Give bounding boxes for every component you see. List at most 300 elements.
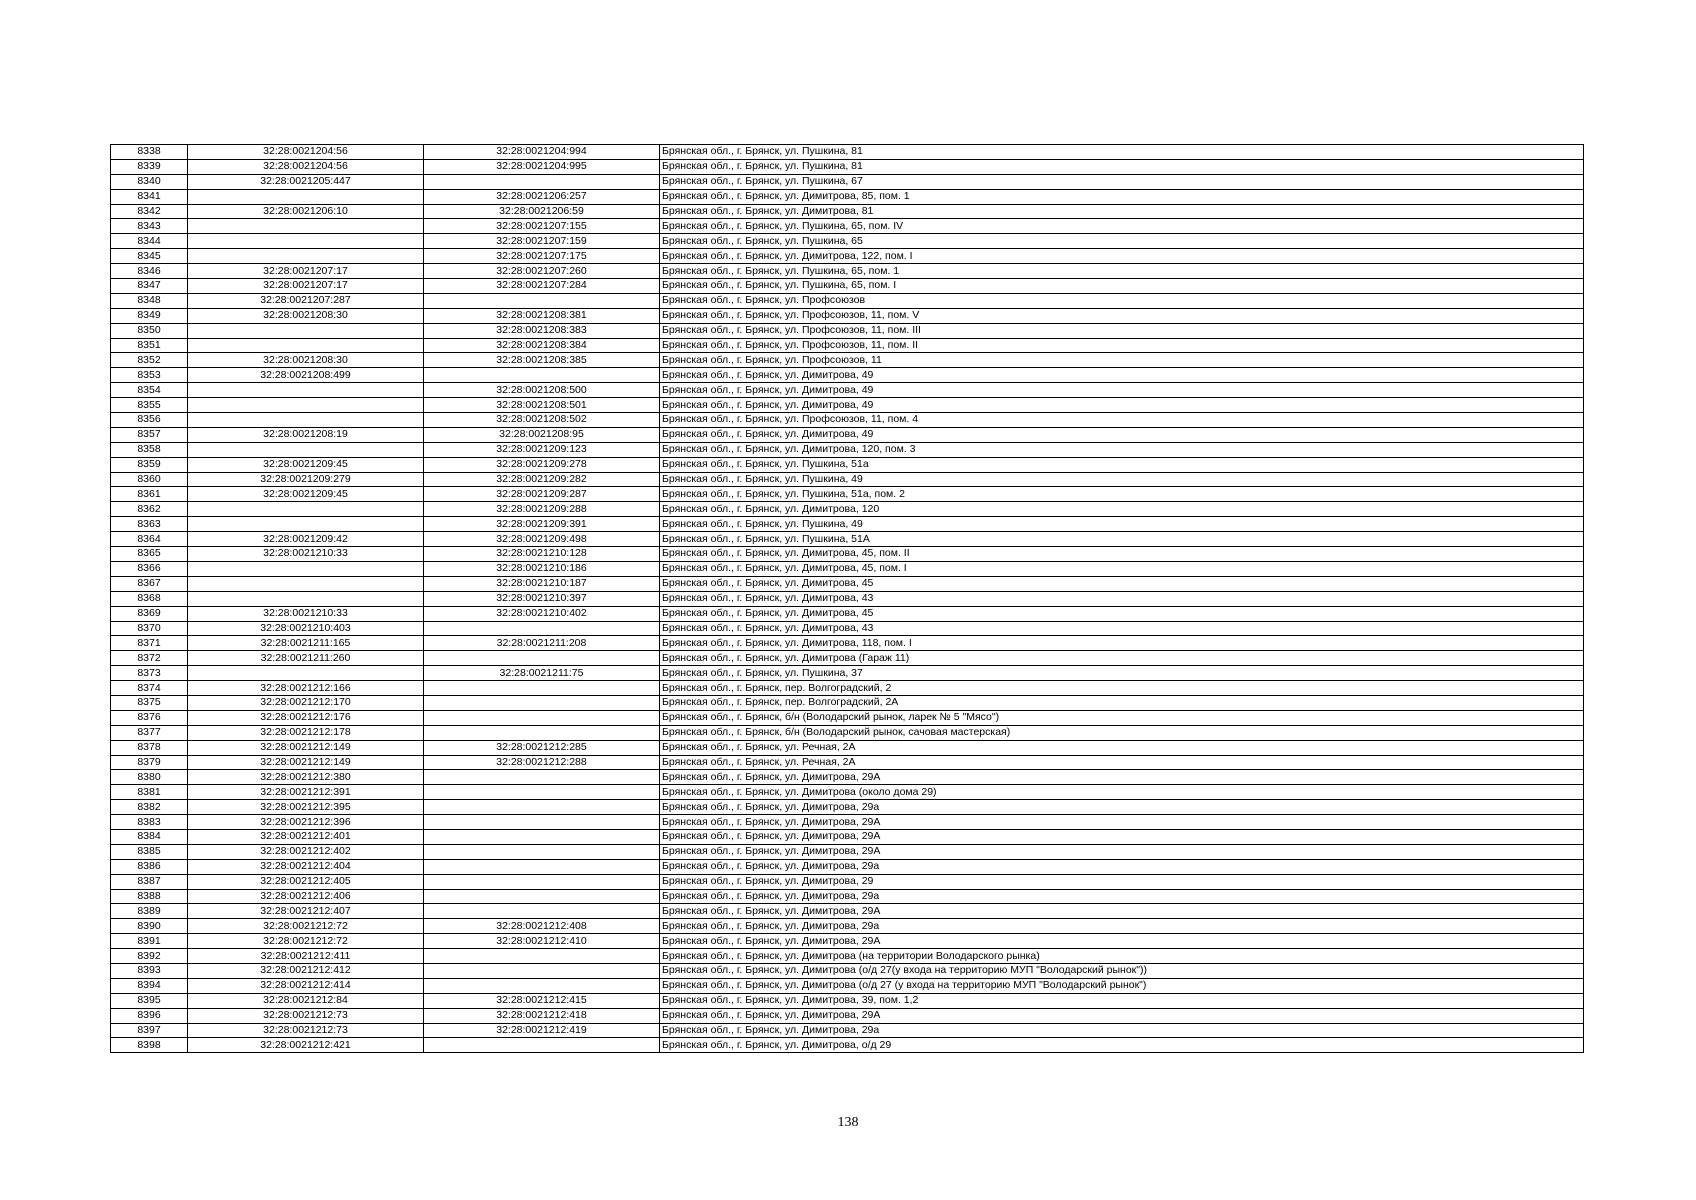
row-number-cell: 8379 [111, 755, 188, 770]
row-number-cell: 8384 [111, 829, 188, 844]
object-cadastral-number-cell: 32:28:0021209:278 [424, 457, 660, 472]
address-cell: Брянская обл., г. Брянск, ул. Димитрова (о/д 27(у входа на территорию МУП "Володарский рынок")) [660, 963, 1584, 978]
table-row [111, 889, 1584, 904]
object-cadastral-number-cell: 32:28:0021210:187 [424, 576, 660, 591]
table-row [111, 949, 1584, 964]
row-number-cell: 8392 [111, 949, 188, 964]
object-cadastral-number-cell [424, 293, 660, 308]
row-number-cell: 8373 [111, 666, 188, 681]
object-cadastral-number-cell: 32:28:0021208:501 [424, 398, 660, 413]
object-cadastral-number-cell [424, 844, 660, 859]
row-number-cell: 8346 [111, 264, 188, 279]
row-number-cell: 8343 [111, 219, 188, 234]
cadastral-number-cell: 32:28:0021209:279 [188, 472, 424, 487]
table-row [111, 293, 1584, 308]
table-row [111, 219, 1584, 234]
object-cadastral-number-cell [424, 859, 660, 874]
cadastral-number-cell [188, 413, 424, 428]
table-row [111, 815, 1584, 830]
table-row [111, 323, 1584, 338]
address-cell: Брянская обл., г. Брянск, ул. Димитрова, 43 [660, 621, 1584, 636]
object-cadastral-number-cell [424, 963, 660, 978]
row-number-cell: 8389 [111, 904, 188, 919]
address-cell: Брянская обл., г. Брянск, ул. Димитрова, 49 [660, 427, 1584, 442]
address-cell: Брянская обл., г. Брянск, ул. Пушкина, 51а, пом. 2 [660, 487, 1584, 502]
row-number-cell: 8357 [111, 427, 188, 442]
address-cell: Брянская обл., г. Брянск, ул. Профсоюзов, 11, пом. III [660, 323, 1584, 338]
address-cell: Брянская обл., г. Брянск, ул. Димитрова, 45 [660, 576, 1584, 591]
cadastral-number-cell [188, 666, 424, 681]
table-row [111, 993, 1584, 1008]
cadastral-number-cell: 32:28:0021212:73 [188, 1008, 424, 1023]
object-cadastral-number-cell: 32:28:0021209:282 [424, 472, 660, 487]
address-cell: Брянская обл., г. Брянск, ул. Речная, 2А [660, 740, 1584, 755]
cadastral-number-cell: 32:28:0021212:149 [188, 755, 424, 770]
table-row [111, 1038, 1584, 1053]
table-row [111, 755, 1584, 770]
row-number-cell: 8358 [111, 442, 188, 457]
table-row [111, 666, 1584, 681]
table-row [111, 591, 1584, 606]
table-row [111, 576, 1584, 591]
object-cadastral-number-cell [424, 815, 660, 830]
cadastral-number-cell: 32:28:0021207:17 [188, 264, 424, 279]
object-cadastral-number-cell [424, 829, 660, 844]
object-cadastral-number-cell: 32:28:0021212:408 [424, 919, 660, 934]
table-row [111, 651, 1584, 666]
table-row [111, 725, 1584, 740]
cadastral-number-cell: 32:28:0021210:33 [188, 606, 424, 621]
cadastral-number-cell: 32:28:0021209:42 [188, 532, 424, 547]
object-cadastral-number-cell: 32:28:0021212:288 [424, 755, 660, 770]
object-cadastral-number-cell: 32:28:0021210:402 [424, 606, 660, 621]
cadastral-number-cell: 32:28:0021210:33 [188, 547, 424, 562]
table-row [111, 606, 1584, 621]
address-cell: Брянская обл., г. Брянск, ул. Профсоюзов, 11 [660, 353, 1584, 368]
address-cell: Брянская обл., г. Брянск, ул. Димитрова, 118, пом. I [660, 636, 1584, 651]
address-cell: Брянская обл., г. Брянск, ул. Димитрова, 85, пом. 1 [660, 189, 1584, 204]
row-number-cell: 8383 [111, 815, 188, 830]
table-row [111, 681, 1584, 696]
row-number-cell: 8376 [111, 710, 188, 725]
address-cell: Брянская обл., г. Брянск, ул. Димитрова, 29А [660, 1008, 1584, 1023]
row-number-cell: 8347 [111, 279, 188, 294]
cadastral-number-cell: 32:28:0021208:30 [188, 308, 424, 323]
table-row [111, 502, 1584, 517]
object-cadastral-number-cell: 32:28:0021210:186 [424, 561, 660, 576]
registry-table-body [111, 145, 1584, 1053]
object-cadastral-number-cell: 32:28:0021207:155 [424, 219, 660, 234]
row-number-cell: 8397 [111, 1023, 188, 1038]
row-number-cell: 8380 [111, 770, 188, 785]
object-cadastral-number-cell [424, 651, 660, 666]
row-number-cell: 8365 [111, 547, 188, 562]
object-cadastral-number-cell: 32:28:0021208:502 [424, 413, 660, 428]
row-number-cell: 8388 [111, 889, 188, 904]
cadastral-number-cell: 32:28:0021204:56 [188, 159, 424, 174]
table-row [111, 695, 1584, 710]
address-cell: Брянская обл., г. Брянск, ул. Профсоюзов, 11, пом. V [660, 308, 1584, 323]
table-row [111, 457, 1584, 472]
object-cadastral-number-cell: 32:28:0021204:995 [424, 159, 660, 174]
cadastral-number-cell [188, 502, 424, 517]
address-cell: Брянская обл., г. Брянск, ул. Димитрова, 29а [660, 889, 1584, 904]
table-row [111, 189, 1584, 204]
object-cadastral-number-cell [424, 725, 660, 740]
address-cell: Брянская обл., г. Брянск, ул. Димитрова, 49 [660, 368, 1584, 383]
object-cadastral-number-cell: 32:28:0021208:500 [424, 383, 660, 398]
object-cadastral-number-cell: 32:28:0021207:175 [424, 249, 660, 264]
cadastral-number-cell: 32:28:0021212:414 [188, 978, 424, 993]
object-cadastral-number-cell: 32:28:0021208:384 [424, 338, 660, 353]
row-number-cell: 8396 [111, 1008, 188, 1023]
row-number-cell: 8385 [111, 844, 188, 859]
address-cell: Брянская обл., г. Брянск, ул. Димитрова, 45, пом. I [660, 561, 1584, 576]
row-number-cell: 8381 [111, 785, 188, 800]
address-cell: Брянская обл., г. Брянск, ул. Димитрова, 29А [660, 770, 1584, 785]
cadastral-number-cell: 32:28:0021212:170 [188, 695, 424, 710]
object-cadastral-number-cell: 32:28:0021209:391 [424, 517, 660, 532]
address-cell: Брянская обл., г. Брянск, ул. Пушкина, 49 [660, 517, 1584, 532]
table-row [111, 978, 1584, 993]
address-cell: Брянская обл., г. Брянск, ул. Димитрова, 120, пом. 3 [660, 442, 1584, 457]
object-cadastral-number-cell: 32:28:0021210:128 [424, 547, 660, 562]
cadastral-number-cell: 32:28:0021212:149 [188, 740, 424, 755]
object-cadastral-number-cell: 32:28:0021209:288 [424, 502, 660, 517]
address-cell: Брянская обл., г. Брянск, ул. Пушкина, 81 [660, 159, 1584, 174]
object-cadastral-number-cell [424, 681, 660, 696]
row-number-cell: 8359 [111, 457, 188, 472]
address-cell: Брянская обл., г. Брянск, ул. Димитрова, 43 [660, 591, 1584, 606]
address-cell: Брянская обл., г. Брянск, б/н (Володарский рынок, ларек № 5 "Мясо") [660, 710, 1584, 725]
row-number-cell: 8367 [111, 576, 188, 591]
table-row [111, 264, 1584, 279]
address-cell: Брянская обл., г. Брянск, ул. Димитрова (около дома 29) [660, 785, 1584, 800]
row-number-cell: 8362 [111, 502, 188, 517]
table-row [111, 353, 1584, 368]
row-number-cell: 8390 [111, 919, 188, 934]
row-number-cell: 8387 [111, 874, 188, 889]
object-cadastral-number-cell [424, 949, 660, 964]
object-cadastral-number-cell: 32:28:0021206:59 [424, 204, 660, 219]
table-row [111, 383, 1584, 398]
object-cadastral-number-cell [424, 770, 660, 785]
table-row [111, 740, 1584, 755]
address-cell: Брянская обл., г. Брянск, ул. Димитрова, 29 [660, 874, 1584, 889]
cadastral-number-cell: 32:28:0021212:411 [188, 949, 424, 964]
cadastral-number-cell: 32:28:0021212:405 [188, 874, 424, 889]
row-number-cell: 8393 [111, 963, 188, 978]
table-row [111, 874, 1584, 889]
row-number-cell: 8344 [111, 234, 188, 249]
table-row [111, 145, 1584, 160]
address-cell: Брянская обл., г. Брянск, ул. Пушкина, 37 [660, 666, 1584, 681]
table-row [111, 204, 1584, 219]
table-row [111, 234, 1584, 249]
object-cadastral-number-cell: 32:28:0021208:385 [424, 353, 660, 368]
table-row [111, 829, 1584, 844]
row-number-cell: 8377 [111, 725, 188, 740]
row-number-cell: 8374 [111, 681, 188, 696]
object-cadastral-number-cell [424, 174, 660, 189]
address-cell: Брянская обл., г. Брянск, ул. Димитрова, 45, пом. II [660, 547, 1584, 562]
address-cell: Брянская обл., г. Брянск, ул. Пушкина, 65, пом. 1 [660, 264, 1584, 279]
row-number-cell: 8345 [111, 249, 188, 264]
address-cell: Брянская обл., г. Брянск, ул. Пушкина, 65, пом. IV [660, 219, 1584, 234]
cadastral-number-cell: 32:28:0021207:287 [188, 293, 424, 308]
cadastral-number-cell [188, 338, 424, 353]
table-row [111, 308, 1584, 323]
table-row [111, 800, 1584, 815]
cadastral-number-cell: 32:28:0021208:19 [188, 427, 424, 442]
address-cell: Брянская обл., г. Брянск, ул. Димитрова, 29А [660, 829, 1584, 844]
row-number-cell: 8354 [111, 383, 188, 398]
row-number-cell: 8353 [111, 368, 188, 383]
address-cell: Брянская обл., г. Брянск, пер. Волгоградский, 2А [660, 695, 1584, 710]
address-cell: Брянская обл., г. Брянск, ул. Димитрова, 122, пом. I [660, 249, 1584, 264]
table-row [111, 442, 1584, 457]
object-cadastral-number-cell: 32:28:0021212:419 [424, 1023, 660, 1038]
object-cadastral-number-cell [424, 1038, 660, 1053]
object-cadastral-number-cell [424, 874, 660, 889]
cadastral-number-cell [188, 249, 424, 264]
object-cadastral-number-cell [424, 978, 660, 993]
row-number-cell: 8355 [111, 398, 188, 413]
table-row [111, 859, 1584, 874]
address-cell: Брянская обл., г. Брянск, пер. Волгоградский, 2 [660, 681, 1584, 696]
cadastral-number-cell: 32:28:0021212:72 [188, 934, 424, 949]
address-cell: Брянская обл., г. Брянск, ул. Пушкина, 81 [660, 145, 1584, 160]
table-row [111, 963, 1584, 978]
cadastral-number-cell: 32:28:0021212:401 [188, 829, 424, 844]
object-cadastral-number-cell [424, 904, 660, 919]
address-cell: Брянская обл., г. Брянск, б/н (Володарский рынок, сачовая мастерская) [660, 725, 1584, 740]
table-row [111, 785, 1584, 800]
cadastral-number-cell [188, 576, 424, 591]
object-cadastral-number-cell: 32:28:0021212:418 [424, 1008, 660, 1023]
address-cell: Брянская обл., г. Брянск, ул. Димитрова, 29А [660, 934, 1584, 949]
table-row [111, 844, 1584, 859]
object-cadastral-number-cell: 32:28:0021211:75 [424, 666, 660, 681]
address-cell: Брянская обл., г. Брянск, ул. Димитрова, 29а [660, 919, 1584, 934]
address-cell: Брянская обл., г. Брянск, ул. Пушкина, 51А [660, 532, 1584, 547]
address-cell: Брянская обл., г. Брянск, ул. Димитрова, 81 [660, 204, 1584, 219]
cadastral-number-cell: 32:28:0021212:380 [188, 770, 424, 785]
table-row [111, 427, 1584, 442]
cadastral-number-cell: 32:28:0021212:72 [188, 919, 424, 934]
row-number-cell: 8366 [111, 561, 188, 576]
address-cell: Брянская обл., г. Брянск, ул. Димитрова (о/д 27 (у входа на территорию МУП "Володарский рынок") [660, 978, 1584, 993]
row-number-cell: 8360 [111, 472, 188, 487]
row-number-cell: 8382 [111, 800, 188, 815]
address-cell: Брянская обл., г. Брянск, ул. Димитрова, 29а [660, 859, 1584, 874]
table-row [111, 1023, 1584, 1038]
object-cadastral-number-cell [424, 785, 660, 800]
row-number-cell: 8340 [111, 174, 188, 189]
object-cadastral-number-cell [424, 800, 660, 815]
table-row [111, 934, 1584, 949]
cadastral-number-cell: 32:28:0021209:45 [188, 487, 424, 502]
table-row [111, 159, 1584, 174]
cadastral-number-cell: 32:28:0021205:447 [188, 174, 424, 189]
cadastral-number-cell: 32:28:0021212:396 [188, 815, 424, 830]
cadastral-number-cell [188, 442, 424, 457]
row-number-cell: 8386 [111, 859, 188, 874]
object-cadastral-number-cell [424, 889, 660, 904]
address-cell: Брянская обл., г. Брянск, ул. Димитрова, 29А [660, 815, 1584, 830]
table-row [111, 636, 1584, 651]
row-number-cell: 8370 [111, 621, 188, 636]
row-number-cell: 8350 [111, 323, 188, 338]
object-cadastral-number-cell [424, 621, 660, 636]
address-cell: Брянская обл., г. Брянск, ул. Пушкина, 65 [660, 234, 1584, 249]
object-cadastral-number-cell: 32:28:0021209:123 [424, 442, 660, 457]
row-number-cell: 8369 [111, 606, 188, 621]
cadastral-number-cell: 32:28:0021212:407 [188, 904, 424, 919]
cadastral-number-cell: 32:28:0021212:421 [188, 1038, 424, 1053]
object-cadastral-number-cell: 32:28:0021209:287 [424, 487, 660, 502]
cadastral-number-cell: 32:28:0021212:176 [188, 710, 424, 725]
cadastral-number-cell [188, 383, 424, 398]
row-number-cell: 8371 [111, 636, 188, 651]
cadastral-number-cell: 32:28:0021212:391 [188, 785, 424, 800]
address-cell: Брянская обл., г. Брянск, ул. Димитрова (на территории Володарского рынка) [660, 949, 1584, 964]
cadastral-number-cell: 32:28:0021211:165 [188, 636, 424, 651]
object-cadastral-number-cell: 32:28:0021207:159 [424, 234, 660, 249]
row-number-cell: 8378 [111, 740, 188, 755]
row-number-cell: 8338 [111, 145, 188, 160]
table-row [111, 770, 1584, 785]
page-number: 138 [837, 1115, 859, 1130]
object-cadastral-number-cell: 32:28:0021211:208 [424, 636, 660, 651]
object-cadastral-number-cell: 32:28:0021204:994 [424, 145, 660, 160]
cadastral-number-cell: 32:28:0021212:406 [188, 889, 424, 904]
row-number-cell: 8368 [111, 591, 188, 606]
address-cell: Брянская обл., г. Брянск, ул. Профсоюзов, 11, пом. II [660, 338, 1584, 353]
cadastral-number-cell: 32:28:0021212:395 [188, 800, 424, 815]
address-cell: Брянская обл., г. Брянск, ул. Пушкина, 67 [660, 174, 1584, 189]
cadastral-number-cell: 32:28:0021212:402 [188, 844, 424, 859]
cadastral-number-cell: 32:28:0021208:30 [188, 353, 424, 368]
object-cadastral-number-cell [424, 368, 660, 383]
cadastral-number-cell [188, 561, 424, 576]
cadastral-number-cell: 32:28:0021206:10 [188, 204, 424, 219]
cadastral-number-cell [188, 234, 424, 249]
table-row [111, 547, 1584, 562]
address-cell: Брянская обл., г. Брянск, ул. Пушкина, 51а [660, 457, 1584, 472]
table-row [111, 561, 1584, 576]
object-cadastral-number-cell: 32:28:0021210:397 [424, 591, 660, 606]
cadastral-number-cell: 32:28:0021210:403 [188, 621, 424, 636]
cadastral-number-cell: 32:28:0021211:260 [188, 651, 424, 666]
row-number-cell: 8341 [111, 189, 188, 204]
cadastral-number-cell [188, 219, 424, 234]
address-cell: Брянская обл., г. Брянск, ул. Речная, 2А [660, 755, 1584, 770]
row-number-cell: 8348 [111, 293, 188, 308]
object-cadastral-number-cell: 32:28:0021207:284 [424, 279, 660, 294]
object-cadastral-number-cell: 32:28:0021212:415 [424, 993, 660, 1008]
cadastral-number-cell: 32:28:0021212:412 [188, 963, 424, 978]
object-cadastral-number-cell: 32:28:0021207:260 [424, 264, 660, 279]
table-row [111, 904, 1584, 919]
address-cell: Брянская обл., г. Брянск, ул. Димитрова, 45 [660, 606, 1584, 621]
table-row [111, 621, 1584, 636]
cadastral-number-cell: 32:28:0021212:404 [188, 859, 424, 874]
cadastral-number-cell: 32:28:0021208:499 [188, 368, 424, 383]
table-row [111, 472, 1584, 487]
table-row [111, 413, 1584, 428]
row-number-cell: 8363 [111, 517, 188, 532]
address-cell: Брянская обл., г. Брянск, ул. Димитрова, о/д 29 [660, 1038, 1584, 1053]
row-number-cell: 8349 [111, 308, 188, 323]
row-number-cell: 8398 [111, 1038, 188, 1053]
table-row [111, 517, 1584, 532]
table-row [111, 279, 1584, 294]
registry-table [110, 144, 1584, 1053]
object-cadastral-number-cell: 32:28:0021208:381 [424, 308, 660, 323]
object-cadastral-number-cell: 32:28:0021212:285 [424, 740, 660, 755]
cadastral-number-cell [188, 323, 424, 338]
table-row [111, 710, 1584, 725]
object-cadastral-number-cell: 32:28:0021208:95 [424, 427, 660, 442]
object-cadastral-number-cell: 32:28:0021208:383 [424, 323, 660, 338]
address-cell: Брянская обл., г. Брянск, ул. Димитрова, 29А [660, 904, 1584, 919]
cadastral-number-cell: 32:28:0021212:84 [188, 993, 424, 1008]
address-cell: Брянская обл., г. Брянск, ул. Димитрова, 49 [660, 398, 1584, 413]
row-number-cell: 8351 [111, 338, 188, 353]
address-cell: Брянская обл., г. Брянск, ул. Димитрова, 39, пом. 1,2 [660, 993, 1584, 1008]
table-row [111, 174, 1584, 189]
cadastral-number-cell: 32:28:0021207:17 [188, 279, 424, 294]
address-cell: Брянская обл., г. Брянск, ул. Пушкина, 49 [660, 472, 1584, 487]
object-cadastral-number-cell: 32:28:0021209:498 [424, 532, 660, 547]
address-cell: Брянская обл., г. Брянск, ул. Профсоюзов [660, 293, 1584, 308]
row-number-cell: 8391 [111, 934, 188, 949]
cadastral-number-cell: 32:28:0021212:166 [188, 681, 424, 696]
row-number-cell: 8342 [111, 204, 188, 219]
cadastral-number-cell: 32:28:0021212:73 [188, 1023, 424, 1038]
address-cell: Брянская обл., г. Брянск, ул. Димитрова, 49 [660, 383, 1584, 398]
table-row [111, 487, 1584, 502]
address-cell: Брянская обл., г. Брянск, ул. Пушкина, 65, пом. I [660, 279, 1584, 294]
address-cell: Брянская обл., г. Брянск, ул. Димитрова, 29а [660, 800, 1584, 815]
row-number-cell: 8356 [111, 413, 188, 428]
table-row [111, 919, 1584, 934]
address-cell: Брянская обл., г. Брянск, ул. Димитрова, 120 [660, 502, 1584, 517]
row-number-cell: 8375 [111, 695, 188, 710]
cadastral-number-cell [188, 189, 424, 204]
table-row [111, 398, 1584, 413]
object-cadastral-number-cell: 32:28:0021206:257 [424, 189, 660, 204]
row-number-cell: 8339 [111, 159, 188, 174]
cadastral-number-cell [188, 398, 424, 413]
cadastral-number-cell: 32:28:0021212:178 [188, 725, 424, 740]
row-number-cell: 8361 [111, 487, 188, 502]
table-row [111, 249, 1584, 264]
row-number-cell: 8352 [111, 353, 188, 368]
address-cell: Брянская обл., г. Брянск, ул. Димитрова, 29а [660, 1023, 1584, 1038]
address-cell: Брянская обл., г. Брянск, ул. Профсоюзов, 11, пом. 4 [660, 413, 1584, 428]
object-cadastral-number-cell [424, 695, 660, 710]
table-row [111, 532, 1584, 547]
cadastral-number-cell [188, 591, 424, 606]
cadastral-number-cell: 32:28:0021209:45 [188, 457, 424, 472]
cadastral-number-cell: 32:28:0021204:56 [188, 145, 424, 160]
table-row [111, 368, 1584, 383]
row-number-cell: 8364 [111, 532, 188, 547]
row-number-cell: 8395 [111, 993, 188, 1008]
row-number-cell: 8394 [111, 978, 188, 993]
